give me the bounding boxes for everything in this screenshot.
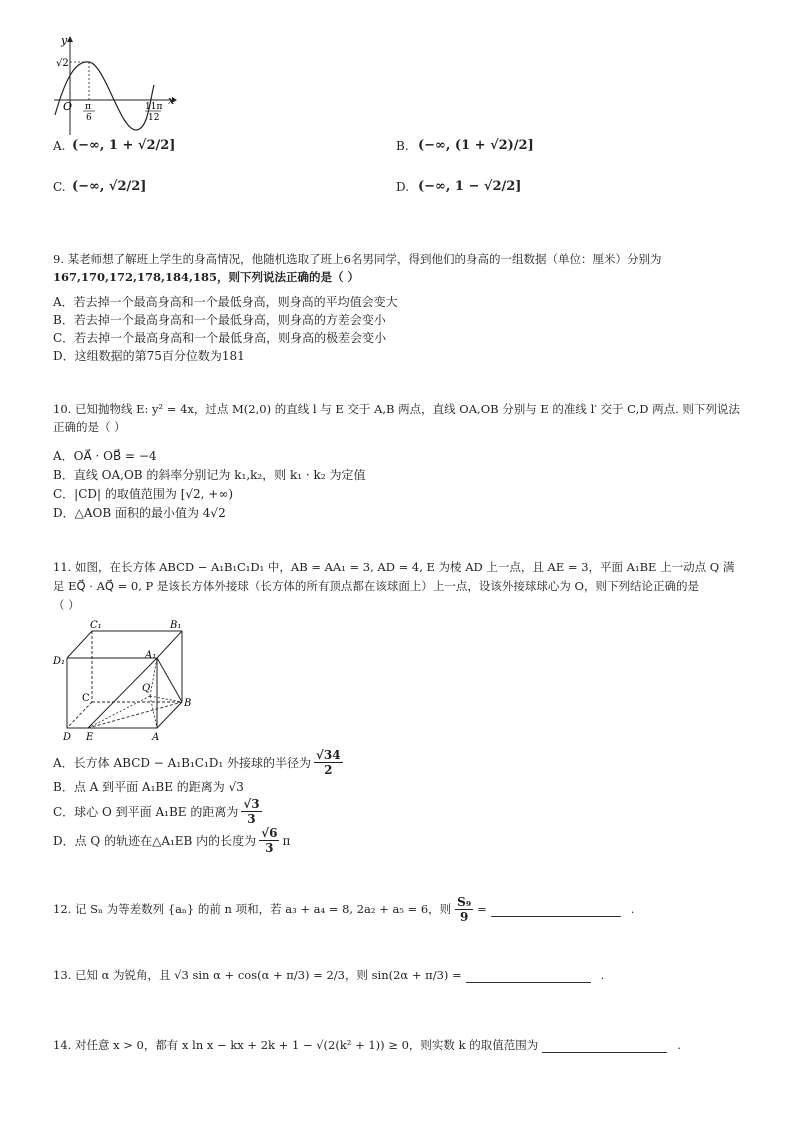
q8-option-c-text: (−∞, √2/2]: [72, 179, 147, 194]
q9-option-c: C．若去掉一个最高身高和一个最低身高，则身高的极差会变小: [53, 331, 387, 345]
q10-option-a: A．OA⃗ · OB⃗ = −4: [53, 449, 157, 463]
svg-text:C: C: [82, 693, 90, 704]
q8-option-d: D.: [396, 180, 410, 194]
svg-text:C₁: C₁: [90, 620, 102, 631]
q10-option-c: C．|CD| 的取值范围为 [√2, +∞): [53, 487, 234, 501]
y-axis-arrow: [67, 36, 73, 42]
q12-line: 12. 记 Sₙ 为等差数列 {aₙ} 的前 n 项和，若 a₃ + a₄ = 8, 2a₂ + a₅ = 6，则 $\frac{\text{S₉}}{9}$ = .: [53, 895, 635, 924]
q12-answer-blank[interactable]: [491, 902, 621, 917]
pi1112-den: 12: [148, 113, 160, 123]
svg-text:E: E: [86, 732, 94, 743]
y-axis-label: y: [61, 34, 68, 47]
q8-option-b-text: (−∞, (1 + √2)/2]: [418, 138, 534, 153]
q9-stem-line2: 167,170,172,178,184,185，则下列说法正确的是（ ）: [53, 270, 360, 284]
svg-text:B: B: [184, 698, 192, 709]
q10-stem-line1: 10. 已知抛物线 E: y² = 4x，过点 M(2,0) 的直线 l 与 E 交于 A,B 两点，直线 OA,OB 分别与 E 的准线 l′ 交于 C,D 两点. 则下列说法: [53, 402, 740, 416]
peak-label: √2: [56, 58, 69, 69]
origin-label: O: [63, 100, 73, 113]
cuboid-figure: [52, 618, 202, 743]
q9-option-b: B．若去掉一个最高身高和一个最低身高，则身高的方差会变小: [53, 313, 386, 327]
q8-option-c: C.: [53, 180, 66, 194]
sine-graph: [50, 30, 180, 140]
q14-answer-blank[interactable]: [542, 1038, 667, 1053]
q13-line: 13. 已知 α 为锐角，且 √3 sin α + cos(α + π/3) = 2/3，则 sin(2α + π/3) = .: [53, 968, 605, 982]
svg-text:Q: Q: [142, 683, 151, 694]
svg-text:D: D: [63, 732, 72, 743]
q11-stem-line1: 11. 如图，在长方体 ABCD − A₁B₁C₁D₁ 中，AB = AA₁ = 3, AD = 4, E 为棱 AD 上一点，且 AE = 3，平面 A₁BE 上一动点 Q 满: [53, 560, 735, 574]
q8-option-b: B.: [396, 139, 409, 153]
q14-line: 14. 对任意 x > 0，都有 x ln x − kx + 2k + 1 − √(2(k² + 1)) ≥ 0，则实数 k 的取值范围为 .: [53, 1038, 681, 1052]
q9-stem-line1: 9. 某老师想了解班上学生的身高情况，他随机选取了班上6名男同学，得到他们的身高的一组数据（单位：厘米）分别为: [53, 252, 662, 266]
svg-text:A₁: A₁: [145, 650, 157, 661]
q11-stem-line3: （ ）: [53, 598, 80, 612]
q9-option-d: D．这组数据的第75百分位数为181: [53, 349, 245, 363]
q13-answer-blank[interactable]: [466, 968, 591, 983]
svg-text:D₁: D₁: [53, 656, 66, 667]
q8-option-d-text: (−∞, 1 − √2/2]: [418, 179, 522, 194]
q11-stem-line2: 足 EQ⃗ · AQ⃗ = 0, P 是该长方体外接球（长方体的所有顶点都在该球面上）上一点，设该外接球球心为 O，则下列结论正确的是: [53, 579, 699, 593]
q11-option-c: C．球心 O 到平面 A₁BE 的距离为 $\frac{√3}{3}$: [53, 797, 260, 826]
q8-option-a: A.: [53, 139, 66, 153]
pi6-den: 6: [86, 113, 92, 123]
q10-option-b: B．直线 OA,OB 的斜率分别记为 k₁,k₂，则 k₁ · k₂ 为定值: [53, 468, 366, 482]
svg-text:A: A: [152, 732, 160, 743]
q11-option-a: A．长方体 ABCD − A₁B₁C₁D₁ 外接球的半径为 $\frac{√34}{2}$: [53, 748, 341, 777]
q10-stem-line2: 正确的是（ ）: [53, 420, 126, 434]
pi1112-num: 11π: [145, 102, 163, 112]
x-axis-label: x: [168, 94, 175, 107]
q10-option-d: D．△AOB 面积的最小值为 4√2: [53, 506, 226, 520]
q11-option-b: B．点 A 到平面 A₁BE 的距离为 √3: [53, 780, 244, 794]
svg-text:B₁: B₁: [170, 620, 182, 631]
q8-option-a-text: (−∞, 1 + √2/2]: [72, 138, 176, 153]
q11-option-d: D．点 Q 的轨迹在△A₁EB 内的长度为 $\frac{√6}{3}$ π: [53, 826, 291, 855]
q9-option-a: A．若去掉一个最高身高和一个最低身高，则身高的平均值会变大: [53, 295, 398, 309]
pi6-num: π: [85, 102, 91, 112]
